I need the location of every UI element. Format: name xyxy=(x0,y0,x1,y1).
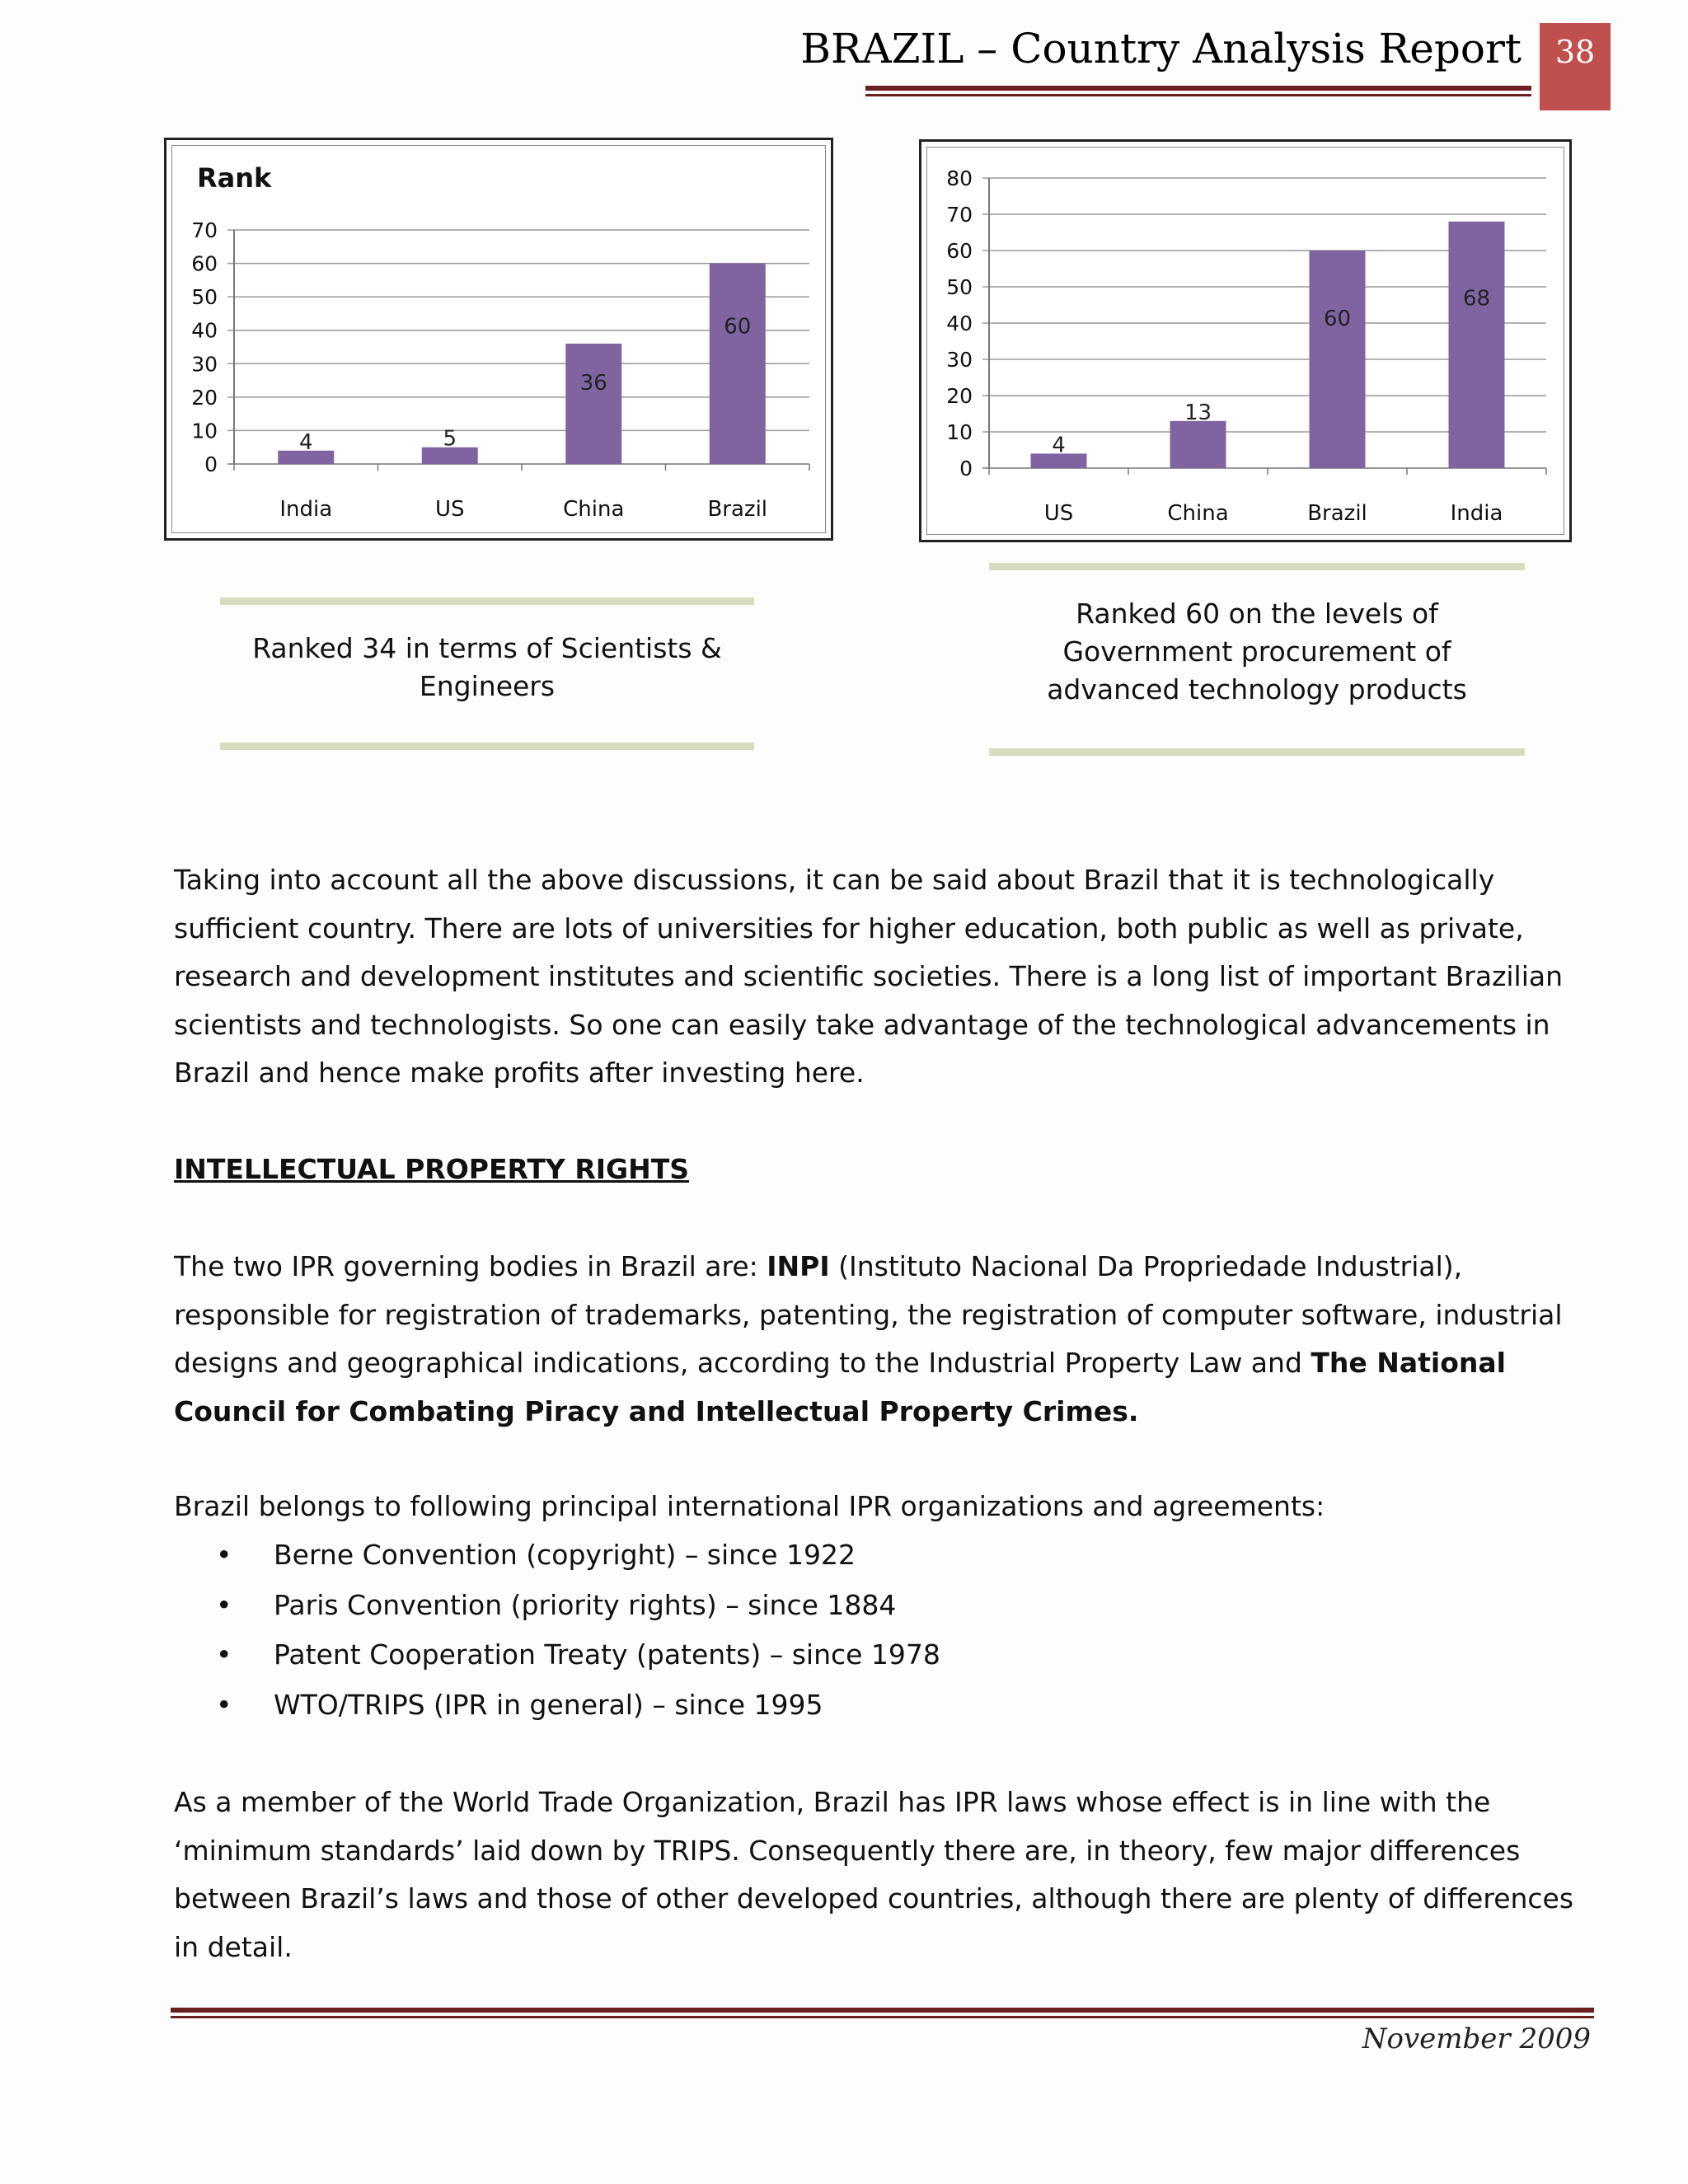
caption-right-top-rule xyxy=(989,563,1525,570)
bullet-glyph: • xyxy=(216,1539,232,1571)
x-tick-label: India xyxy=(1450,501,1503,526)
section-heading-ipr: INTELLECTUAL PROPERTY RIGHTS xyxy=(174,1153,689,1185)
list-item-text: WTO/TRIPS (IPR in general) – since 1995 xyxy=(274,1689,823,1721)
x-tick-label: China xyxy=(1167,501,1229,526)
bar-india xyxy=(1449,222,1505,468)
y-tick-label: 0 xyxy=(204,452,218,476)
y-tick-label: 70 xyxy=(191,218,218,242)
data-label: 4 xyxy=(1052,433,1066,458)
chart-procurement-inner xyxy=(926,147,1564,535)
bullet-glyph: • xyxy=(216,1689,232,1721)
bullet-glyph: • xyxy=(216,1589,232,1621)
bar-brazil xyxy=(1310,251,1366,468)
y-tick-label: 40 xyxy=(946,312,973,335)
y-tick-label: 20 xyxy=(191,385,218,410)
data-label: 60 xyxy=(724,314,752,340)
x-tick-label: India xyxy=(279,497,333,522)
footer-rule xyxy=(171,2008,1594,2013)
caption-right-bottom-rule xyxy=(989,748,1525,756)
y-tick-label: 20 xyxy=(946,384,973,408)
x-tick-label: US xyxy=(434,497,465,522)
list-item xyxy=(216,1631,940,1679)
bar-brazil xyxy=(710,264,766,464)
ipr-text-2: (Instituto Nacional Da Propriedade Industrial), responsible for registration of trademarks, patenting, the registration of computer software, industrial designs and geographical indications, according to the Industrial Property Law and xyxy=(174,1250,1563,1379)
bar-china xyxy=(1170,421,1226,468)
data-label: 13 xyxy=(1184,400,1212,425)
x-tick-label: China xyxy=(563,497,625,522)
paragraph-tech-summary: Taking into account all the above discussions, it can be said about Brazil that it is technologically sufficient country. There are lots of universities for higher education, both public as well as private, research and development institutes and scientific societies. There is a long list of important Brazilian scientists and technologists. So one can easily take advantage of the technological advancements in Brazil and hence make profits after investing here. xyxy=(174,864,1564,1089)
list-item-text: Paris Convention (priority rights) – since 1884 xyxy=(274,1589,897,1621)
y-tick-label: 10 xyxy=(946,420,973,444)
caption-procurement: Ranked 60 on the levels of Government procurement of advanced technology products xyxy=(1047,598,1467,705)
x-tick-label: Brazil xyxy=(1307,501,1367,526)
footer-date: November 2009 xyxy=(1362,2022,1591,2055)
chart-rank-frame xyxy=(164,138,833,541)
y-tick-label: 50 xyxy=(191,285,218,310)
list-item xyxy=(216,1531,856,1579)
header-rule-thin xyxy=(865,94,1531,96)
ipr-inpi: INPI xyxy=(767,1250,830,1282)
caption-left-top-rule xyxy=(220,598,754,605)
data-label: 36 xyxy=(579,370,607,396)
y-tick-label: 80 xyxy=(946,166,973,190)
y-tick-label: 30 xyxy=(946,348,973,372)
header-rule xyxy=(865,86,1531,91)
chart-procurement xyxy=(927,148,1565,536)
list-item-text: Berne Convention (copyright) – since 1922 xyxy=(274,1539,856,1571)
bar-china xyxy=(565,344,621,464)
data-label: 60 xyxy=(1323,307,1352,332)
y-tick-label: 40 xyxy=(191,318,218,343)
paragraph-ipr-orgs: Brazil belongs to following principal international IPR organizations and agreements: xyxy=(174,1490,1325,1522)
chart-rank xyxy=(172,146,827,534)
ipr-text-1: The two IPR governing bodies in Brazil are: xyxy=(174,1250,767,1282)
list-item xyxy=(216,1582,896,1629)
chart-rank-inner xyxy=(171,145,826,533)
paragraph-wto: As a member of the World Trade Organization, Brazil has IPR laws whose effect is in line with the ‘minimum standards’ laid down by TRIPS. Consequently there are, in theory, few major differences between Brazil’s laws and those of other developed countries, although there are plenty of differences in detail. xyxy=(174,1786,1574,1963)
list-item-text: Patent Cooperation Treaty (patents) – since 1978 xyxy=(274,1638,940,1671)
data-label: 4 xyxy=(298,429,313,455)
caption-left-bottom-rule xyxy=(220,743,754,750)
page-number: 38 xyxy=(1540,23,1611,110)
data-label: 68 xyxy=(1462,286,1491,312)
report-title: BRAZIL – Country Analysis Report xyxy=(800,25,1522,73)
caption-scientists: Ranked 34 in terms of Scientists & Engineers xyxy=(252,632,722,702)
footer-rule-thin xyxy=(171,2016,1594,2018)
data-label: 5 xyxy=(443,426,457,452)
chart-title: Rank xyxy=(197,162,272,194)
y-tick-label: 70 xyxy=(946,203,973,227)
x-tick-label: US xyxy=(1043,501,1074,526)
y-tick-label: 60 xyxy=(191,251,218,276)
x-tick-label: Brazil xyxy=(707,497,768,522)
y-tick-label: 30 xyxy=(191,352,218,377)
y-tick-label: 60 xyxy=(946,239,973,263)
y-tick-label: 10 xyxy=(191,419,218,443)
chart-procurement-frame xyxy=(919,139,1572,542)
list-item xyxy=(216,1681,823,1729)
y-tick-label: 0 xyxy=(959,457,973,480)
bullet-glyph: • xyxy=(216,1638,232,1671)
y-tick-label: 50 xyxy=(946,275,973,299)
paragraph-ipr-bodies xyxy=(174,1243,1592,1436)
ipr-council: The National Council for Combating Piracy and Intellectual Property Crimes. xyxy=(174,1347,1506,1427)
